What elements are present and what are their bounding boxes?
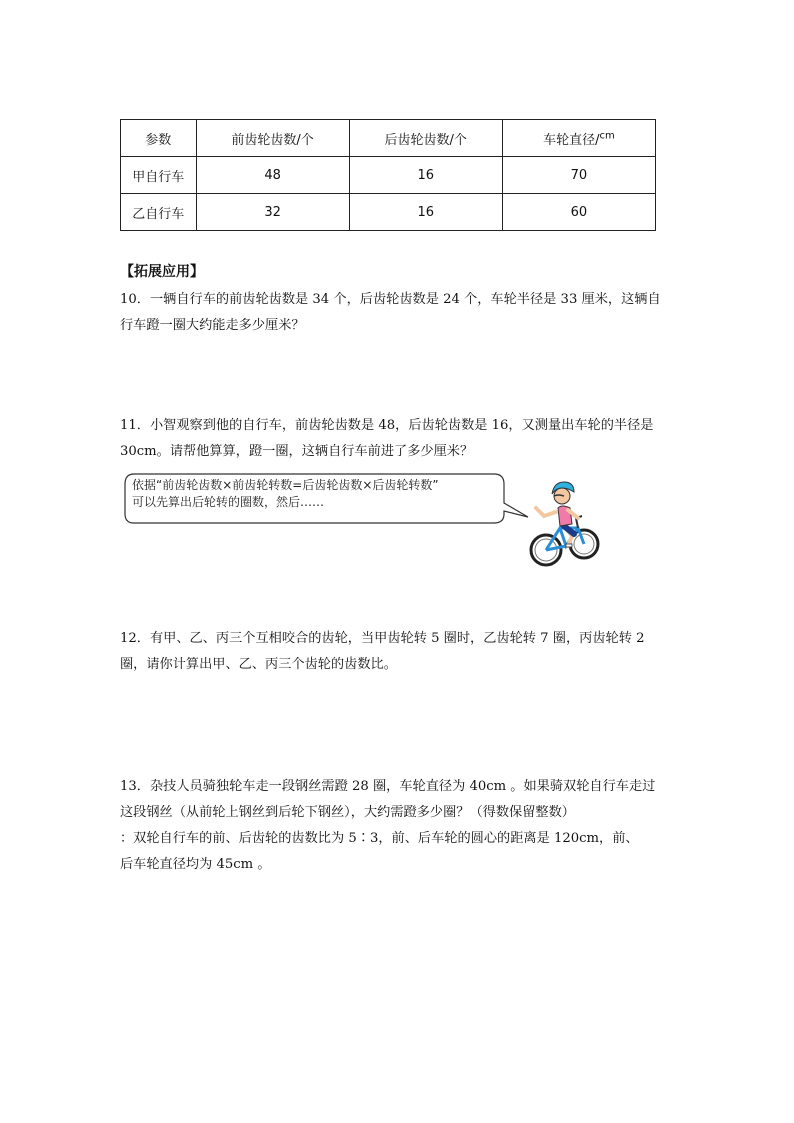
hint-line: 可以先算出后轮转的圈数，然后…… — [132, 495, 325, 509]
question-line: 行车蹬一圈大约能走多少厘米？ — [120, 318, 305, 333]
table-row — [121, 194, 656, 231]
question-line: 圈，请你计算出甲、乙、丙三个齿轮的齿数比。 — [120, 657, 397, 672]
hint-line: 依据“前齿轮齿数×前齿轮转数=后齿轮齿数×后齿轮转数” — [132, 478, 439, 492]
question-line: 12．有甲、乙、丙三个互相咬合的齿轮，当甲齿轮转 5 圈时，乙齿轮转 7 圈，丙齿轮转 2 — [120, 631, 645, 646]
table-cell: 32 — [196, 194, 349, 231]
question-line: 后车轮直径均为 45cm 。 — [120, 857, 271, 872]
question-12 — [120, 626, 676, 678]
question-line: 这段钢丝（从前轮上钢丝到后轮下钢丝），大约需蹬多少圈？（得数保留整数） — [120, 805, 575, 820]
table-cell: 60 — [502, 194, 655, 231]
table-header-row — [121, 120, 656, 157]
section-title: 【拓展应用】 — [120, 264, 204, 280]
question-line: 30cm。请帮他算算，蹬一圈，这辆自行车前进了多少厘米？ — [120, 444, 474, 459]
table-header-cell: 前齿轮齿数/个 — [196, 120, 349, 157]
question-13 — [120, 774, 676, 878]
question-line: 13．杂技人员骑独轮车走一段钢丝需蹬 28 圈，车轮直径为 40cm 。如果骑双轮自行车走过 — [120, 779, 656, 794]
table-header-cell: 参数 — [121, 120, 197, 157]
table-cell: 16 — [349, 194, 502, 231]
question-line: 11．小智观察到他的自行车，前齿轮齿数是 48，后齿轮齿数是 16，又测量出车轮的半径是 — [120, 418, 654, 433]
table-cell: 乙自行车 — [121, 194, 197, 231]
table-cell: 70 — [502, 157, 655, 194]
hint-text — [132, 477, 439, 511]
gear-parameter-table — [120, 119, 656, 231]
table-cell: 甲自行车 — [121, 157, 197, 194]
question-line: ：双轮自行车的前、后齿轮的齿数比为 5∶3，前、后车轮的圆心的距离是 120cm，前、 — [120, 831, 639, 846]
table-cell: 48 — [196, 157, 349, 194]
question-10 — [120, 287, 676, 339]
header-unit: cm — [599, 130, 615, 142]
question-11 — [120, 413, 676, 465]
table-row — [121, 157, 656, 194]
question-line: 10．一辆自行车的前齿轮齿数是 34 个，后齿轮齿数是 24 个，车轮半径是 33 厘米，这辆自 — [120, 292, 661, 307]
header-label: 车轮直径/ — [543, 132, 600, 148]
table-header-cell: 后齿轮齿数/个 — [349, 120, 502, 157]
table-cell: 16 — [349, 157, 502, 194]
hint-speech-bubble — [124, 473, 534, 525]
table-header-cell — [502, 120, 655, 157]
cyclist-icon — [528, 478, 602, 570]
